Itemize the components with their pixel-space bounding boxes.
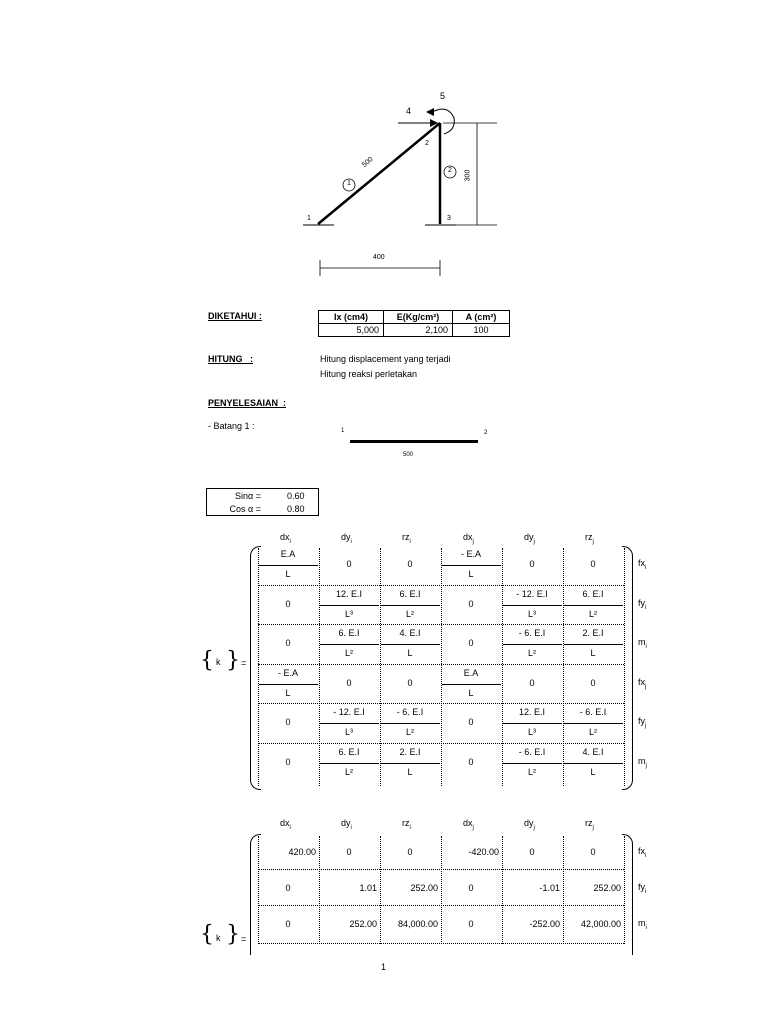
num-equals: = [241,934,247,944]
sym-cell-3-1: 0 [346,677,352,688]
sym-cell-0-1: 0 [346,559,352,569]
sym-row-label-5: $m_j$ [638,755,647,769]
sym-frac-line-4-4 [503,723,562,724]
sym-k-left-brace: { [200,648,214,673]
sym-row-label-3: $fx_j$ [638,676,647,690]
sym-cell-5-0: 0 [285,756,291,767]
sym-cell-den-0-3: L [468,569,474,579]
page-number: 1 [381,962,387,972]
batang-node-1: 1 [341,428,345,434]
sym-hsep-3 [258,664,624,665]
value-e: 2,100 [384,324,453,337]
sym-cell-1-3: 0 [468,598,474,609]
sym-row-label-4: $fy_j$ [638,716,647,729]
sym-cell-0-2: 0 [407,559,413,569]
num-cell-2-4: -252.00 [529,919,560,929]
num-cell-1-0: 0 [285,883,291,893]
dim-label-diag: 500 [361,156,375,169]
sym-frac-line-1-2 [381,605,440,606]
batang-length: 500 [403,452,414,458]
sym-cell-den-1-5: L² [588,608,597,619]
num-cell-2-2: 84,000.00 [397,919,438,929]
sym-cell-den-1-4: L³ [527,608,536,619]
structure-diagram [0,0,768,290]
sym-cell-4-0: 0 [285,717,291,727]
sym-cell-num-0-0: E.A [280,549,296,559]
properties-table [318,310,510,337]
num-k-left-brace: { [200,922,214,947]
sym-cell-num-3-0: - E.A [277,667,298,678]
sym-col-header-1: $dy_i$ [341,532,352,545]
sym-cell-den-3-0: L [285,687,291,698]
sym-cell-den-3-3: L [468,687,474,698]
sym-frac-line-4-5 [564,723,623,724]
node-label-2: 2 [425,140,429,147]
sym-cell-den-2-5: L [590,648,596,658]
cos-label: Cos α = [229,503,261,514]
sym-cell-den-4-4: L³ [527,727,536,737]
sym-frac-line-1-5 [564,605,623,606]
sym-cell-num-5-1: 6. E.I [338,746,360,757]
hitung-line-1: Hitung displacement yang terjadi [320,354,451,364]
sym-cell-num-4-1: - 12. E.I [333,707,365,717]
num-cell-1-4: -1.01 [539,883,560,893]
num-row-label-2: $m_i$ [638,918,647,931]
batang-beam [350,440,478,443]
sym-vsep-6 [624,548,625,786]
num-vsep-6 [624,836,625,944]
sym-equals: = [241,658,247,668]
num-cell-0-0: 420.00 [288,847,316,857]
sym-cell-num-5-5: 4. E.I [582,746,604,757]
sym-cell-num-1-4: - 12. E.I [516,588,548,599]
sym-col-header-2: $rz_i$ [402,532,411,545]
num-cell-2-0: 0 [285,919,291,929]
num-hsep-bottom [258,943,624,944]
sym-frac-line-5-1 [320,763,379,764]
sym-col-header-0: $dx_i$ [280,532,291,545]
num-cell-2-3: 0 [468,919,474,929]
sym-cell-0-4: 0 [529,559,535,569]
sym-cell-den-4-5: L² [588,727,597,737]
sym-hsep-1 [258,585,624,586]
sym-cell-num-1-5: 6. E.I [582,588,604,599]
sym-cell-2-0: 0 [285,638,291,648]
sym-cell-3-5: 0 [590,677,596,688]
hitung-line-2: Hitung reaksi perletakan [320,369,418,379]
sym-cell-3-2: 0 [407,677,413,688]
sym-frac-line-4-2 [381,723,440,724]
node-label-3: 3 [447,215,451,222]
penyelesaian-label: PENYELESAIAN : [208,398,287,408]
sym-cell-num-0-3: - E.A [460,549,481,559]
sym-cell-num-4-2: - 6. E.I [396,707,424,717]
num-col-header-2: $rz_i$ [402,818,411,831]
sym-frac-line-0-0 [259,565,318,566]
sym-cell-5-3: 0 [468,756,474,767]
sym-cell-den-5-4: L² [527,766,536,777]
sym-cell-den-5-2: L [407,766,413,777]
sym-hsep-4 [258,703,624,704]
sym-frac-line-1-4 [503,605,562,606]
dim-label-height: 300 [464,169,472,182]
hitung-label: HITUNG : [208,354,253,364]
sym-cell-den-1-2: L² [405,608,414,619]
sym-frac-line-2-1 [320,644,379,645]
sym-cell-num-5-4: - 6. E.I [518,746,546,757]
sym-cell-num-2-4: - 6. E.I [518,628,546,638]
member-label-1: 1 [347,180,351,187]
sym-frac-line-2-5 [564,644,623,645]
sym-col-header-5: $rz_j$ [585,532,594,545]
num-cell-0-5: 0 [590,847,596,857]
num-hsep-2 [258,905,624,906]
sym-cell-den-0-0: L [285,569,291,579]
num-hsep-1 [258,869,624,870]
num-k-right-brace: } [226,922,240,947]
num-cell-0-3: -420.00 [468,847,499,857]
header-ix: Ix (cm4) [319,311,384,324]
num-cell-1-1: 1.01 [359,883,377,893]
num-cell-0-4: 0 [529,847,535,857]
sym-cell-den-2-1: L² [344,648,353,658]
diketahui-label: DIKETAHUI : [208,311,262,321]
member-1-line [318,123,440,224]
sym-row-label-2: $m_i$ [638,637,647,650]
sym-cell-den-5-1: L² [344,766,353,777]
sym-cell-den-4-1: L³ [344,727,353,737]
num-cell-1-2: 252.00 [410,883,438,893]
sym-cell-num-2-5: 2. E.I [582,628,604,638]
num-col-header-3: $dx_j$ [463,818,474,831]
sym-cell-num-5-2: 2. E.I [399,746,421,757]
value-ix: 5,000 [319,324,384,337]
sym-frac-line-4-1 [320,723,379,724]
sym-row-label-1: $fy_i$ [638,597,647,611]
num-cell-2-1: 252.00 [349,919,377,929]
load-label-5: 5 [440,91,446,101]
sym-hsep-5 [258,743,624,744]
sym-cell-0-5: 0 [590,559,596,569]
num-cell-0-2: 0 [407,847,413,857]
num-k-label: k [216,933,221,943]
num-col-header-0: $dx_i$ [280,818,291,831]
num-cell-0-1: 0 [346,847,352,857]
sym-frac-line-5-4 [503,763,562,764]
sym-cell-num-2-1: 6. E.I [338,628,360,638]
sin-label: Sinα = [235,490,261,501]
num-row-label-0: $fx_i$ [638,846,647,859]
sym-cell-den-2-2: L [407,648,413,658]
sym-cell-den-4-2: L² [405,727,414,737]
node-label-1: 1 [307,215,311,222]
sym-cell-num-1-2: 6. E.I [399,588,421,599]
sym-hsep-2 [258,624,624,625]
value-a: 100 [453,324,510,337]
sym-cell-2-3: 0 [468,638,474,648]
sym-frac-line-2-4 [503,644,562,645]
sym-frac-line-3-3 [442,684,501,685]
num-cell-1-5: 252.00 [593,883,621,893]
sym-cell-den-5-5: L [590,766,596,777]
sym-row-label-0: $fx_i$ [638,558,647,571]
member-label-2: 2 [448,167,452,174]
batang-label: - Batang 1 : [208,421,255,431]
sym-col-header-4: $dy_j$ [524,532,535,545]
sym-frac-line-5-5 [564,763,623,764]
sym-cell-3-4: 0 [529,677,535,688]
trig-table [206,488,319,516]
cos-value: 0.80 [287,503,305,514]
sym-cell-num-1-1: 12. E.I [335,588,362,599]
num-cell-2-5: 42,000.00 [580,919,621,929]
sym-frac-line-5-2 [381,763,440,764]
num-col-header-1: $dy_i$ [341,818,352,831]
sym-frac-line-0-3 [442,565,501,566]
batang-node-2: 2 [484,430,488,436]
sym-frac-line-1-1 [320,605,379,606]
sym-col-header-3: $dx_j$ [463,532,474,545]
num-col-header-5: $rz_j$ [585,818,594,831]
sym-cell-num-2-2: 4. E.I [399,628,421,638]
sym-frac-line-2-2 [381,644,440,645]
sym-cell-den-1-1: L³ [344,608,353,619]
num-cell-1-3: 0 [468,883,474,893]
num-col-header-4: $dy_j$ [524,818,535,831]
sym-cell-4-3: 0 [468,717,474,727]
sym-cell-1-0: 0 [285,598,291,609]
sym-k-label: k [216,657,221,667]
header-e: E(Kg/cm²) [384,311,453,324]
sym-frac-line-3-0 [259,684,318,685]
moment-5-arc [432,109,454,134]
sym-k-right-brace: } [226,648,240,673]
sym-cell-den-2-4: L² [527,648,536,658]
header-a: A (cm²) [453,311,510,324]
num-row-label-1: $fy_i$ [638,882,647,895]
sym-cell-num-4-5: - 6. E.I [579,707,607,717]
sym-cell-num-4-4: 12. E.I [518,707,545,717]
sin-value: 0.60 [287,490,305,501]
sym-cell-num-3-3: E.A [463,667,479,678]
load-label-4: 4 [406,106,412,116]
dim-label-width: 400 [373,254,385,261]
